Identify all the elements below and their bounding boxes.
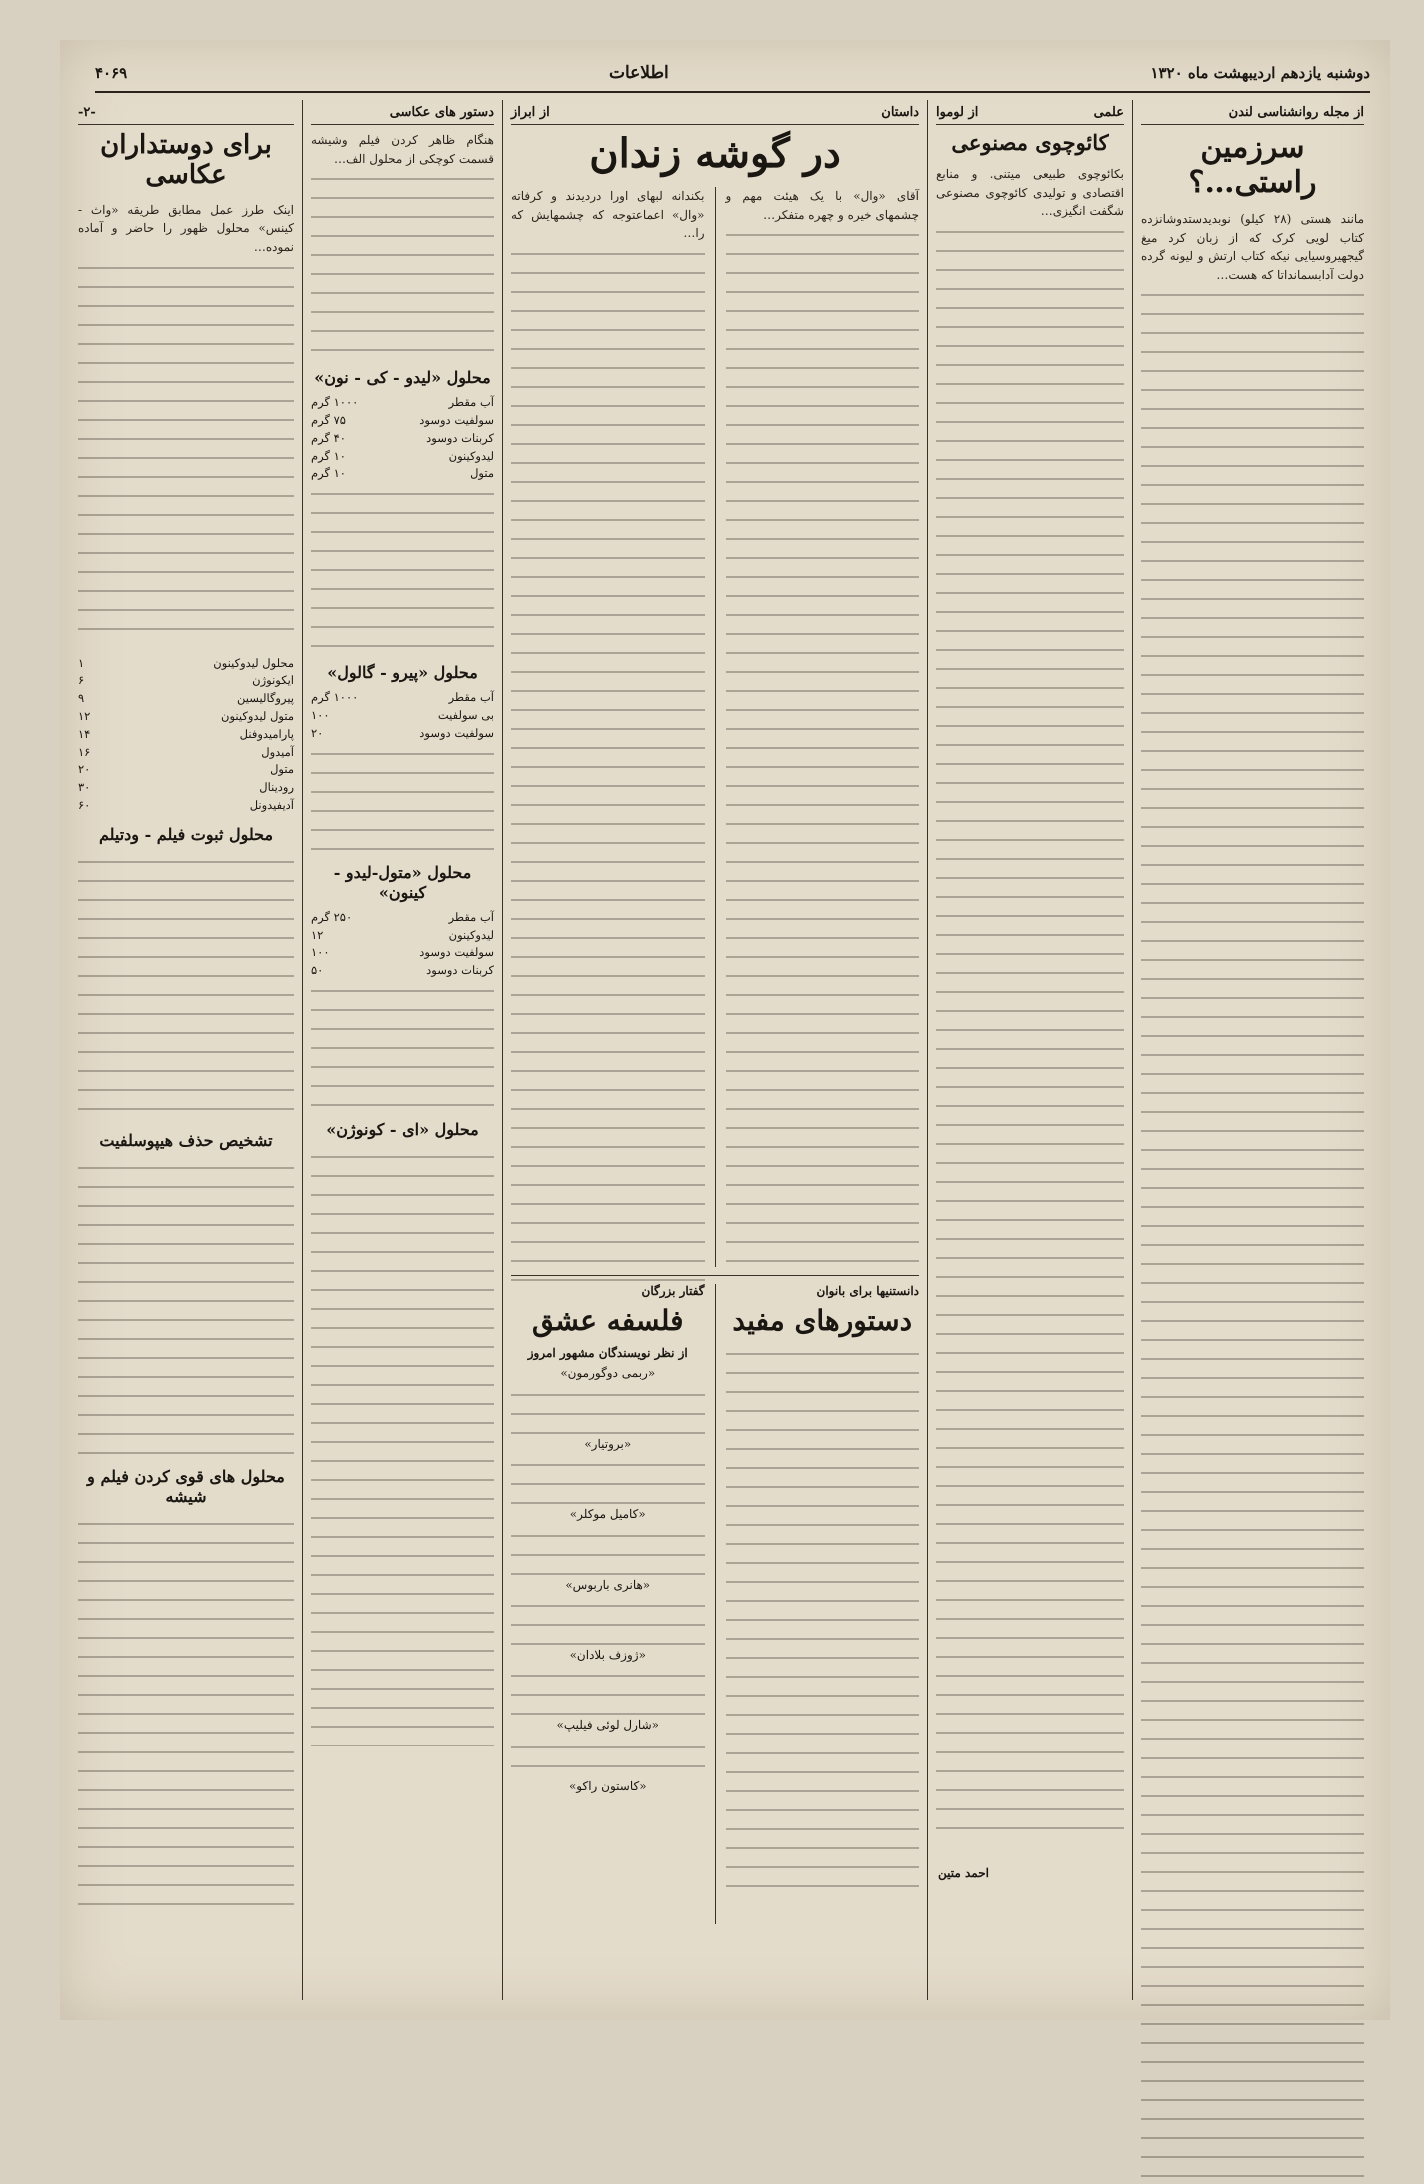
formula-row: متول ۱۰ گرم — [311, 466, 494, 481]
story-col-b — [507, 187, 705, 1267]
story-header — [511, 100, 919, 125]
developer-table — [78, 655, 294, 815]
column-6-text — [78, 851, 294, 1121]
issue-date: دوشنبه یازدهم اردیبهشت ماه ۱۳۲۰ — [1150, 64, 1370, 82]
greats-author: «ربمی دوگورمون» — [560, 1366, 656, 1381]
greats-author: «شارل لوئی فیلیپ» — [556, 1718, 659, 1733]
formula-row: آب مقطر ۲۵۰ گرم — [311, 909, 494, 924]
table-row: پارامیدوفنل ۱۴ — [78, 726, 294, 741]
column-2-source: از لوموا — [936, 104, 979, 120]
column-6 — [70, 100, 302, 2000]
greats-quote-text — [511, 1454, 705, 1504]
issue-number: ۴۰۶۹ — [95, 64, 128, 82]
column-5-text — [311, 743, 494, 853]
greats-quote-text — [511, 1525, 705, 1575]
table-row: محلول لیدوکینون ۱ — [78, 655, 294, 670]
column-2-body — [936, 221, 1124, 1841]
column-5-text — [311, 1146, 494, 1746]
table-row: آمیدول ۱۶ — [78, 744, 294, 759]
formula-1-table — [311, 394, 494, 483]
newspaper-name: اطلاعات — [608, 63, 669, 83]
story-col-a-lead: آقای «وال» با یک هیئت مهم و چشمهای خیره و چهره متفکر… — [721, 189, 919, 222]
formula-row: کربنات دوسود ۵۰ — [311, 963, 494, 978]
story-divider — [715, 187, 716, 1267]
formula-row: بی سولفیت ۱۰۰ — [311, 708, 494, 723]
column-1-header — [1141, 100, 1364, 125]
column-2-lead: بکائوچوی طبیعی میتنی. و منابع اقتصادی و تولیدی کائوچوی مصنوعی شگفت انگیزی… — [932, 167, 1124, 219]
table-row: متول ۲۰ — [78, 762, 294, 777]
column-1-lead: مانند هستی (۲۸ کیلو) نوبدیدستدوشانزده کتاب لویی کرک که از زبان کرد میغ گیجهیروسیایی نیکه کتاب ارتش و لیونه گرده دولت آدابسمانداتا که هست… — [1137, 212, 1364, 282]
column-2 — [927, 100, 1132, 2000]
column-5-lead: هنگام ظاهر کردن فیلم وشیشه قسمت کوچکی از محلول الف… — [307, 133, 494, 166]
column-2-category: علمی — [1093, 104, 1124, 120]
women-box-text — [726, 1343, 920, 1903]
column-2-header — [936, 100, 1124, 125]
story-col-b-text — [511, 243, 705, 1283]
greats-box — [511, 1284, 705, 1924]
column-6-subhead-2: تشخیص حذف هیپوسلفیت — [99, 1130, 273, 1150]
greats-box-header — [511, 1284, 705, 1298]
greats-author: «ژوزف بلادان» — [569, 1647, 646, 1662]
column-5-text — [311, 483, 494, 653]
greats-box-title: فلسفه عشق — [531, 1304, 684, 1337]
greats-authors — [511, 1363, 705, 1796]
story-col-a-text — [726, 224, 920, 1264]
formula-row: سولفیت دوسود ۷۵ گرم — [311, 413, 494, 427]
table-row: رودینال ۳۰ — [78, 780, 294, 795]
column-6-header — [78, 100, 294, 125]
bottom-divider — [715, 1284, 716, 1924]
women-box-tag: دانستنیها برای بانوان — [816, 1284, 919, 1298]
story-headline: در گوشه زندان — [589, 130, 841, 177]
greats-author: «کاستون راکو» — [568, 1778, 647, 1793]
column-5-text — [311, 980, 494, 1110]
formula-row: سولفیت دوسود ۱۰۰ — [311, 945, 494, 960]
column-2-author: احمد متین — [938, 1866, 989, 1880]
formula-2-table — [311, 689, 494, 742]
column-5-category: دستور های عکاسی — [389, 104, 494, 120]
column-2-body-text — [936, 221, 1124, 1841]
formula-row: آب مقطر ۱۰۰۰ گرم — [311, 395, 494, 410]
greats-author: «کامیل موکلر» — [569, 1507, 646, 1522]
table-row: ایکونوژن ۶ — [78, 673, 294, 688]
column-1-source: از مجله روانشناسی لندن — [1228, 104, 1364, 120]
story-col-b-lead: بکندانه لبهای اورا دردیدند و کرفاته «وال» اعماعتوجه که چشمهایش که را… — [507, 189, 705, 241]
page-number: -۲- — [78, 104, 96, 120]
newspaper-page — [60, 40, 1390, 2020]
greats-author: «هانری باربوس» — [565, 1577, 651, 1592]
women-box-title: دستورهای مفید — [732, 1304, 913, 1337]
women-box — [726, 1284, 920, 1924]
masthead — [95, 55, 1370, 93]
column-5-text — [311, 168, 494, 358]
women-box-header — [726, 1284, 920, 1298]
column-1 — [1132, 100, 1372, 2000]
column-6-headline: برای دوستداران عکاسی — [100, 130, 272, 190]
formula-3-table — [311, 909, 494, 980]
greats-quote-text — [511, 1595, 705, 1645]
greats-quote-text — [511, 1384, 705, 1434]
column-6-text — [78, 1513, 294, 1913]
table-row: متول لیدوکینون ۱۲ — [78, 709, 294, 723]
column-6-text — [78, 257, 294, 647]
formula-row: لیدوکینون ۱۲ — [311, 927, 494, 942]
story-col-a — [721, 187, 920, 1267]
table-row: آدیفیدونل ۶۰ — [78, 798, 294, 813]
story-body — [507, 187, 919, 1267]
table-row: پیروگالیسین ۹ — [78, 691, 294, 706]
formula-row: سولفیت دوسود ۲۰ — [311, 725, 494, 740]
greats-box-subtitle: از نظر نویسندگان مشهور امروز — [527, 1346, 688, 1360]
formula-2-title: محلول «پیرو - گالول» — [327, 663, 478, 683]
column-5-header — [311, 100, 494, 125]
greats-quote-text — [511, 1736, 705, 1776]
story-source: از ابراز — [511, 104, 550, 120]
column-6-subhead-1: محلول ثبوت فیلم - ودتیلم — [98, 824, 274, 844]
column-2-headline: کائوچوی مصنوعی — [951, 130, 1109, 155]
formula-4-title: محلول «ای - کونوژن» — [326, 1119, 479, 1139]
column-1-headline: سرزمین راستی…؟ — [1188, 130, 1317, 200]
formula-1-title: محلول «لیدو - کی - نون» — [314, 368, 491, 388]
column-5 — [302, 100, 502, 2000]
greats-quote-text — [511, 1665, 705, 1715]
formula-3-title: محلول «متول-لیدو - کینون» — [333, 862, 472, 902]
column-6-text — [78, 1157, 294, 1457]
story-block — [502, 100, 927, 2000]
column-6-lead: اینک طرز عمل مطابق طریقه «واث - کینس» محلول ظهور را حاضر و آماده نموده… — [74, 202, 294, 254]
bottom-boxes — [511, 1284, 919, 1924]
greats-author: «بروتیار» — [584, 1436, 632, 1451]
story-category: داستان — [881, 104, 919, 120]
column-6-subhead-3: محلول های قوی کردن فیلم و شیشه — [87, 1466, 285, 1506]
column-1-body-text — [1141, 284, 1364, 2184]
formula-row: کربنات دوسود ۴۰ گرم — [311, 430, 494, 445]
greats-box-tag: گفتار بزرگان — [641, 1284, 705, 1298]
formula-row: لیدوکینون ۱۰ گرم — [311, 448, 494, 463]
formula-row: آب مقطر ۱۰۰۰ گرم — [311, 690, 494, 705]
